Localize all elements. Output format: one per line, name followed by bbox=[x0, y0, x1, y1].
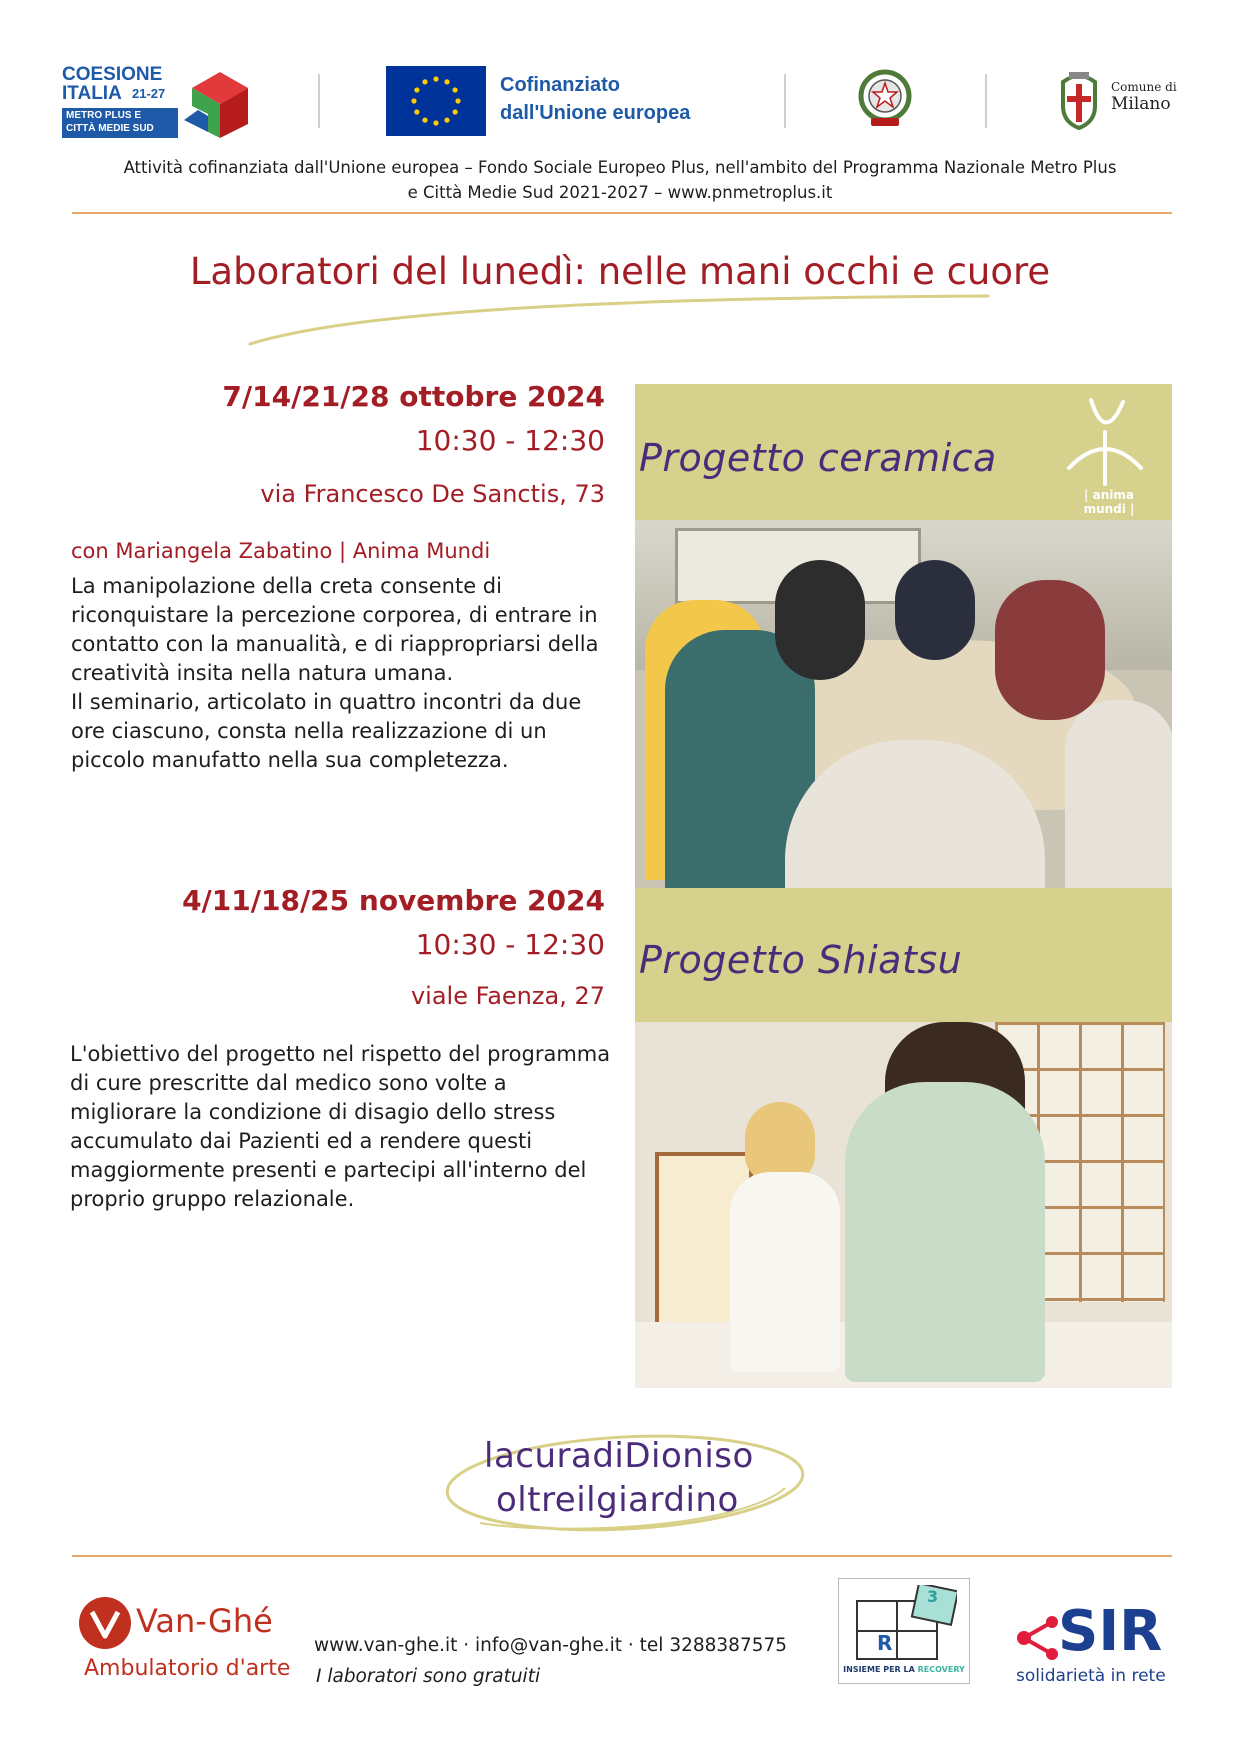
photo-person bbox=[995, 580, 1105, 720]
eu-star bbox=[455, 98, 460, 103]
eu-flag-icon bbox=[386, 66, 486, 136]
sir-name: SIR bbox=[1058, 1599, 1163, 1664]
eu-star bbox=[411, 98, 416, 103]
section2-line: migliorare la condizione di disagio dello stress bbox=[70, 1100, 556, 1124]
eu-star bbox=[433, 120, 438, 125]
cura-di-dioniso-logo bbox=[440, 1428, 810, 1538]
section2-line: proprio gruppo relazionale. bbox=[70, 1187, 355, 1211]
dioniso-line1: lacuradiDioniso bbox=[484, 1436, 754, 1476]
section2-dates: 4/11/18/25 novembre 2024 bbox=[182, 884, 605, 917]
section1-line: ore ciascuno, consta nella realizzazione di un bbox=[71, 719, 547, 743]
r3-letter: R bbox=[877, 1631, 893, 1655]
eu-star bbox=[444, 118, 449, 123]
header-separator-1 bbox=[318, 74, 320, 128]
coesione-italia-logo bbox=[60, 62, 260, 142]
section1-time: 10:30 - 12:30 bbox=[415, 424, 605, 457]
header-separator-3 bbox=[985, 74, 987, 128]
shiatsu-session-photo bbox=[635, 1022, 1172, 1388]
puzzle-icon bbox=[853, 1585, 957, 1661]
eu-star bbox=[433, 76, 438, 81]
milano-crest-icon bbox=[1055, 68, 1103, 130]
r3-recovery-logo bbox=[838, 1578, 970, 1684]
title-swoosh-decoration bbox=[240, 290, 1000, 350]
section1-line: Il seminario, articolato in quattro incontri da due bbox=[71, 690, 582, 714]
footer-rule bbox=[72, 1555, 1172, 1557]
section1-line: riconquistare la percezione corporea, di entrare in bbox=[71, 603, 598, 627]
r3-caption-main: INSIEME PER LA bbox=[843, 1665, 915, 1674]
eu-star bbox=[453, 109, 458, 114]
coesione-line1: COESIONE bbox=[62, 64, 163, 85]
dioniso-line2: oltreilgiardino bbox=[496, 1480, 739, 1520]
van-ghe-logo bbox=[78, 1596, 298, 1686]
ceramica-panel-title: Progetto ceramica bbox=[639, 436, 997, 480]
section2-address: viale Faenza, 27 bbox=[410, 982, 605, 1010]
sir-logo bbox=[1010, 1600, 1180, 1690]
sir-subtitle: solidarietà in rete bbox=[1016, 1666, 1166, 1686]
r3-number: 3 bbox=[927, 1587, 939, 1606]
anima-mundi-label: | anima mundi | bbox=[1083, 488, 1135, 516]
eu-star bbox=[444, 79, 449, 84]
comune-milano-logo bbox=[1055, 68, 1195, 132]
eu-line1: Cofinanziato bbox=[500, 74, 620, 96]
coesione-line2: ITALIA bbox=[62, 83, 122, 104]
shiatsu-panel-title: Progetto Shiatsu bbox=[639, 938, 963, 982]
section2-line: maggiormente presenti e partecipi all'interno del bbox=[70, 1158, 587, 1182]
section1-line: creatività insita nella natura umana. bbox=[71, 661, 454, 685]
section1-with: con Mariangela Zabatino | Anima Mundi bbox=[71, 539, 491, 563]
eu-star bbox=[414, 87, 419, 92]
coesione-sub1: METRO PLUS E bbox=[66, 110, 142, 121]
section2-description bbox=[70, 1040, 615, 1214]
r3-caption bbox=[839, 1665, 969, 1674]
section1-dates: 7/14/21/28 ottobre 2024 bbox=[222, 380, 605, 413]
van-ghe-name: Van-Ghé bbox=[136, 1602, 273, 1640]
free-labs-note: I laboratori sono gratuiti bbox=[316, 1666, 541, 1687]
photo-patient bbox=[730, 1172, 840, 1372]
shiatsu-panel bbox=[635, 888, 1172, 1022]
coesione-cube-icon bbox=[182, 66, 256, 142]
r3-caption-accent: RECOVERY bbox=[917, 1665, 965, 1674]
ceramica-workshop-photo bbox=[635, 520, 1172, 888]
photo-person bbox=[895, 560, 975, 660]
photo-person bbox=[775, 560, 865, 680]
funding-statement-line2: e Città Medie Sud 2021-2027 – www.pnmetroplus.it bbox=[407, 183, 833, 202]
eu-star bbox=[422, 79, 427, 84]
section2-line: di cure prescritte dal medico sono volte a bbox=[70, 1071, 507, 1095]
header-separator-2 bbox=[784, 74, 786, 128]
contact-info: www.van-ghe.it · info@van-ghe.it · tel 3288387575 bbox=[314, 1635, 788, 1656]
section1-line: piccolo manufatto nella sua completezza. bbox=[71, 748, 509, 772]
section2-time: 10:30 - 12:30 bbox=[415, 928, 605, 961]
eu-cofinanced-logo bbox=[386, 66, 726, 138]
anima-mundi-figure-icon bbox=[1065, 394, 1145, 494]
section1-line: contatto con la manualità, e di riappropriarsi della bbox=[71, 632, 599, 656]
section2-line: L'obiettivo del progetto nel rispetto del programma bbox=[70, 1042, 611, 1066]
header-rule bbox=[72, 212, 1172, 214]
photo-practitioner bbox=[845, 1082, 1045, 1382]
section2-line: accumulato dai Pazienti ed a rendere questi bbox=[70, 1129, 533, 1153]
eu-star bbox=[422, 118, 427, 123]
photo-person bbox=[1065, 700, 1172, 888]
van-ghe-heart-icon bbox=[78, 1596, 132, 1650]
coesione-years: 21-27 bbox=[132, 86, 166, 101]
milano-line2: Milano bbox=[1111, 94, 1171, 114]
section1-line: La manipolazione della creta consente di bbox=[71, 574, 502, 598]
italian-republic-emblem-icon bbox=[855, 66, 915, 132]
share-network-icon bbox=[1014, 1614, 1060, 1662]
page-title: Laboratori del lunedì: nelle mani occhi e cuore bbox=[189, 250, 1051, 293]
section1-description bbox=[71, 572, 611, 775]
coesione-sub2: CITTÀ MEDIE SUD bbox=[66, 123, 154, 134]
milano-line1: Comune di bbox=[1111, 80, 1177, 94]
coesione-subtitle-box bbox=[62, 108, 178, 138]
section1-address: via Francesco De Sanctis, 73 bbox=[260, 480, 605, 508]
van-ghe-subtitle: Ambulatorio d'arte bbox=[84, 1656, 291, 1681]
photo-patient bbox=[745, 1102, 815, 1182]
ceramica-panel bbox=[635, 384, 1172, 520]
funding-statement-line1: Attività cofinanziata dall'Unione europea – Fondo Sociale Europeo Plus, nell'ambito del Programma Nazionale Metro Plus bbox=[123, 158, 1117, 177]
eu-star bbox=[414, 109, 419, 114]
eu-line2: dall'Unione europea bbox=[500, 102, 691, 124]
eu-star bbox=[453, 87, 458, 92]
